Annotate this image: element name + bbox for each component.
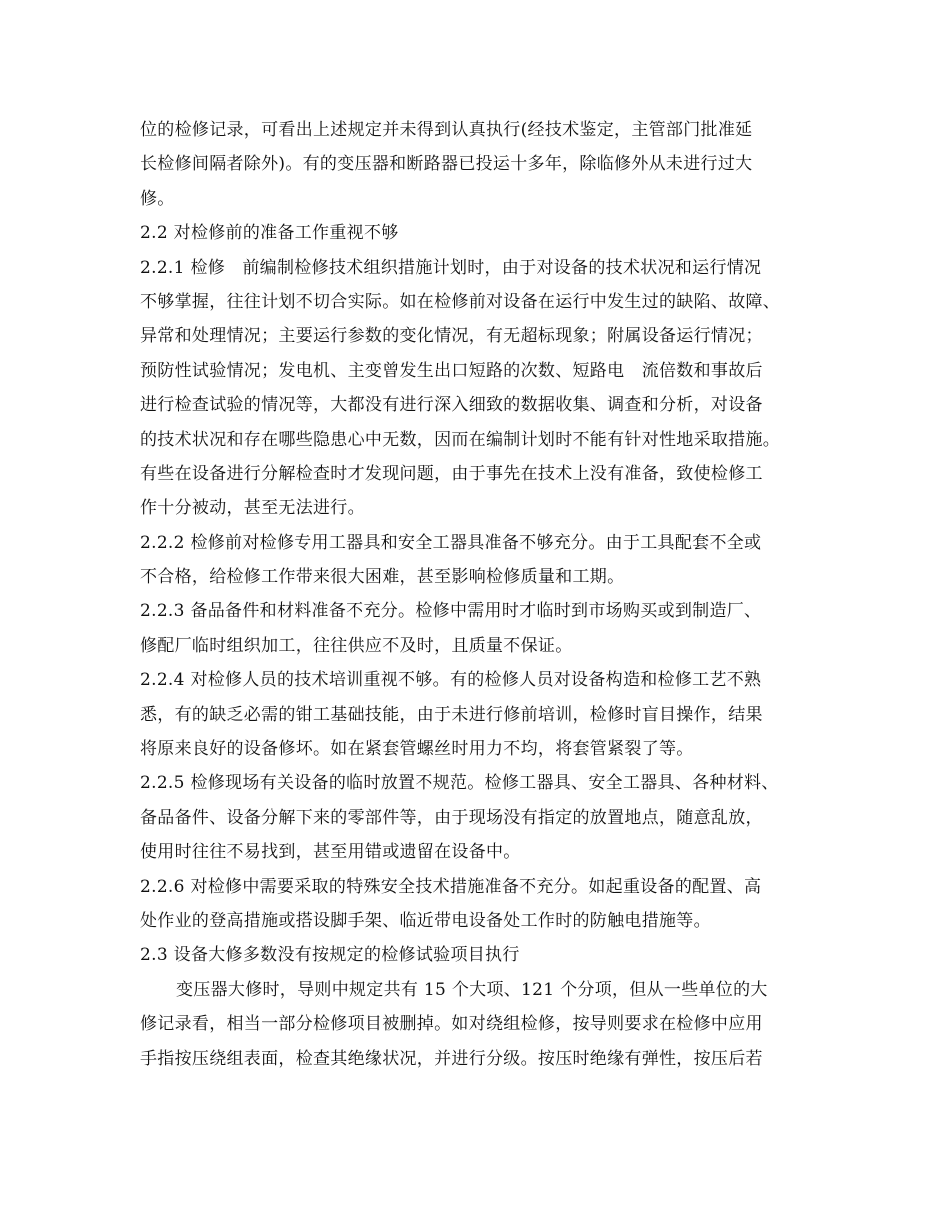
body-line: 的技术状况和存在哪些隐患心中无数，因而在编制计划时不能有针对性地采取措施。 xyxy=(140,429,781,450)
body-line: 长检修间隔者除外)。有的变压器和断路器已投运十多年，除临修外从未进行过大 xyxy=(140,154,753,175)
body-line: 进行检查试验的情况等，大都没有进行深入细致的数据收集、调查和分析，对设备 xyxy=(140,395,763,416)
body-line: 不合格，给检修工作带来很大困难，甚至影响检修质量和工期。 xyxy=(140,567,625,588)
body-line: 有些在设备进行分解检查时才发现问题，由于事先在技术上没有准备，致使检修工 xyxy=(140,463,763,484)
body-line: 不够掌握，往往计划不切合实际。如在检修前对设备在运行中发生过的缺陷、故障、 xyxy=(140,291,781,312)
section-heading-2-3: 2.3 设备大修多数没有按规定的检修试验项目执行 xyxy=(140,945,520,966)
item-2-2-4-line: 2.2.4 对检修人员的技术培训重视不够。有的检修人员对设备构造和检修工艺不熟 xyxy=(140,670,762,691)
document-body xyxy=(140,113,830,1076)
item-2-2-1-line: 2.2.1 检修 前编制检修技术组织措施计划时，由于对设备的技术状况和运行情况 xyxy=(140,257,762,278)
body-line: 预防性试验情况；发电机、主变曾发生出口短路的次数、短路电 流倍数和事故后 xyxy=(140,360,763,381)
item-2-2-6-line: 2.2.6 对检修中需要采取的特殊安全技术措施准备不充分。如起重设备的配置、高 xyxy=(140,876,762,897)
item-2-2-5-line: 2.2.5 检修现场有关设备的临时放置不规范。检修工器具、安全工器具、各种材料、 xyxy=(140,773,779,794)
body-line: 修记录看，相当一部分检修项目被删掉。如对绕组检修，按导则要求在检修中应用 xyxy=(140,1014,763,1035)
body-line: 处作业的登高措施或搭设脚手架、临近带电设备处工作时的防触电措施等。 xyxy=(140,910,711,931)
section-heading-2-2: 2.2 对检修前的准备工作重视不够 xyxy=(140,223,399,244)
paragraph-first-line: 变压器大修时，导则中规定共有 15 个大项、121 个分项，但从一些单位的大 xyxy=(176,979,768,1000)
item-2-2-2-line: 2.2.2 检修前对检修专用工器具和安全工器具准备不够充分。由于工具配套不全或 xyxy=(140,532,762,553)
body-line: 将原来良好的设备修坏。如在紧套管螺丝时用力不均，将套管紧裂了等。 xyxy=(140,739,694,760)
body-line: 修。 xyxy=(140,188,175,209)
body-line: 使用时往往不易找到，甚至用错或遗留在设备中。 xyxy=(140,842,521,863)
body-line: 修配厂临时组织加工，往往供应不及时，且质量不保证。 xyxy=(140,635,573,656)
body-line: 作十分被动，甚至无法进行。 xyxy=(140,498,365,519)
body-line: 位的检修记录，可看出上述规定并未得到认真执行(经技术鉴定，主管部门批准延 xyxy=(140,120,753,140)
item-2-2-3-line: 2.2.3 备品备件和材料准备不充分。检修中需用时才临时到市场购买或到制造厂、 xyxy=(140,601,762,622)
body-line: 异常和处理情况；主要运行参数的变化情况，有无超标现象；附属设备运行情况； xyxy=(140,326,763,347)
body-line: 手指按压绕组表面，检查其绝缘状况，并进行分级。按压时绝缘有弹性，按压后若 xyxy=(140,1048,763,1069)
body-line: 悉，有的缺乏必需的钳工基础技能，由于未进行修前培训，检修时盲目操作，结果 xyxy=(140,704,763,725)
body-line: 备品备件、设备分解下来的零部件等，由于现场没有指定的放置地点，随意乱放， xyxy=(140,807,763,828)
